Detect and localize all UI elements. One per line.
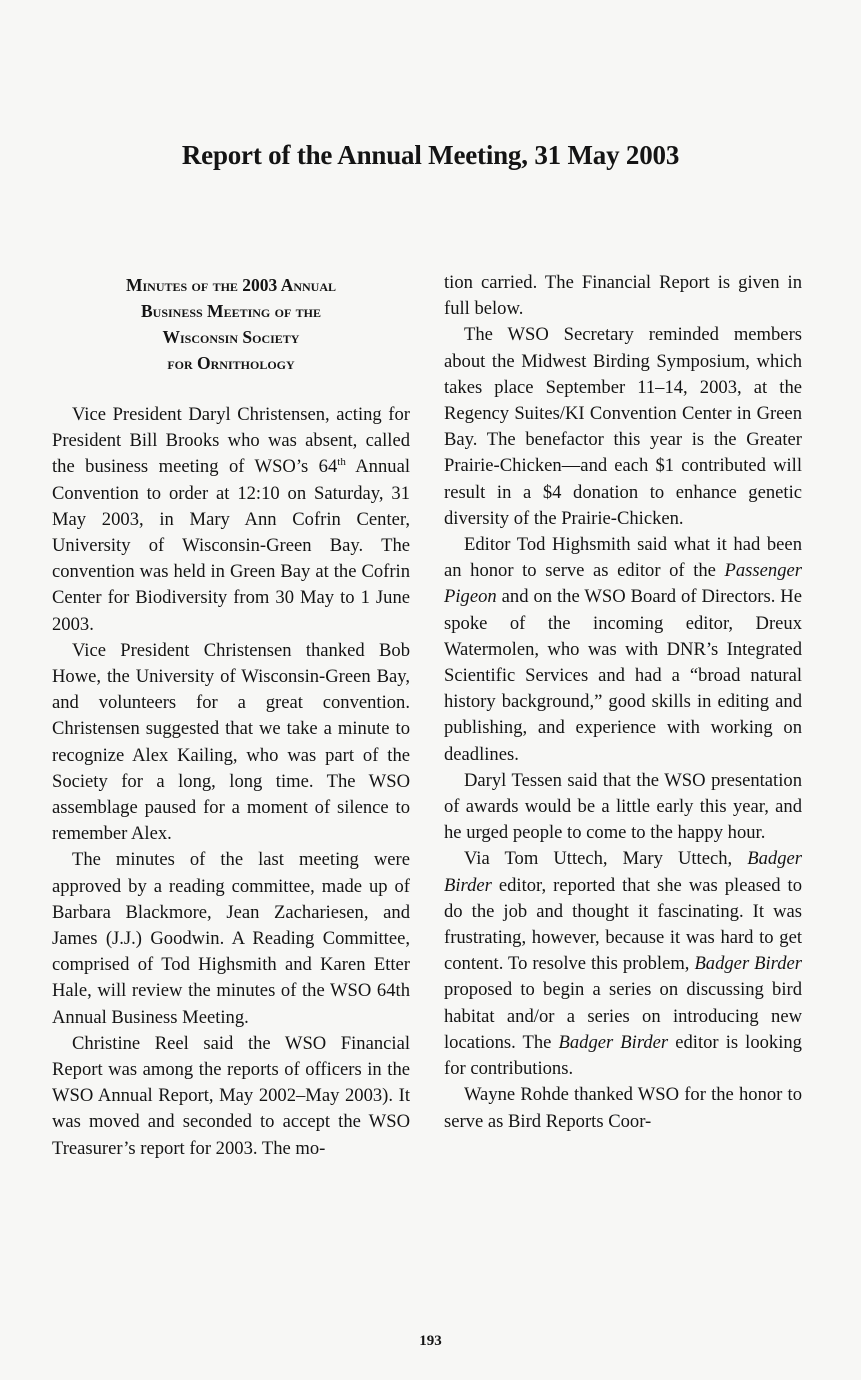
- page-number: 193: [419, 1333, 442, 1349]
- heading-line: Wisconsin Society: [162, 327, 300, 347]
- right-column: [444, 270, 802, 1135]
- paragraph: Vice President Daryl Christensen, acting for President Bill Brooks who was absent, called the business meeting of WSO’s 64th Annual Convention to order at 12:10 on Saturday, 31 May 2003, in Mary Ann Cofrin Center, University of Wisconsin-Green Bay. The convention was held in Green Bay at the Cofrin Center for Biodiversity from 30 May to 1 June 2003.: [52, 404, 410, 635]
- paragraph: Christine Reel said the WSO Financial Report was among the reports of officers in the WSO Annual Report, May 2002–May 2003). It was moved and seconded to accept the WSO Treasurer’s report for 2003. The mo-: [52, 1032, 410, 1159]
- heading-line: Minutes of the 2003 Annual: [125, 275, 337, 295]
- paragraph: tion carried. The Financial Report is given in full below.: [444, 272, 802, 320]
- paragraph: Daryl Tessen said that the WSO presentation of awards would be a little early this year, and he urged people to come to the happy hour.: [444, 769, 802, 844]
- paragraph: Editor Tod Highsmith said what it had been an honor to serve as editor of the Passenger Pigeon and on the WSO Board of Directors. He spoke of the incoming editor, Dreux Watermolen, who was with DNR’s Integrated Scientific Services and had a “broad natural history background,” good skills in editing and publishing, and experience with working on deadlines.: [444, 534, 802, 765]
- paragraph: The minutes of the last meeting were approved by a reading committee, made up of Barbara Blackmore, Jean Zachariesen, and James (J.J.) Goodwin. A Reading Committee, comprised of Tod Highsmith and Karen Etter Hale, will review the minutes of the WSO 64th Annual Business Meeting.: [52, 849, 410, 1028]
- paragraph: Wayne Rohde thanked WSO for the honor to serve as Bird Reports Coor-: [444, 1084, 802, 1132]
- heading-line: for Ornithology: [167, 353, 295, 373]
- heading-line: Business Meeting of the: [140, 301, 322, 321]
- paragraph: Via Tom Uttech, Mary Uttech, Badger Birder editor, reported that she was pleased to do the job and thought it fascinating. It was frustrating, however, because it was hard to get content. To resolve this problem, Badger Birder proposed to begin a series on discussing bird habitat and/or a series on introducing new locations. The Badger Birder editor is looking for contributions.: [444, 848, 803, 1080]
- left-column: [52, 272, 410, 1162]
- paragraph: Vice President Christensen thanked Bob Howe, the University of Wisconsin-Green Bay, and volunteers for a great convention. Christensen suggested that we take a minute to recognize Alex Kailing, who was part of the Society for a long, long time. The WSO assemblage paused for a moment of silence to remember Alex.: [52, 639, 410, 845]
- section-heading: [52, 272, 410, 376]
- paragraph: The WSO Secretary reminded members about the Midwest Birding Symposium, which takes place September 11–14, 2003, at the Regency Suites/KI Convention Center in Green Bay. The benefactor this year is the Greater Prairie-Chicken—and each $1 contributed will result in a $4 donation to enhance genetic diversity of the Prairie-Chicken.: [444, 324, 802, 529]
- page-title: Report of the Annual Meeting, 31 May 2003: [181, 140, 680, 170]
